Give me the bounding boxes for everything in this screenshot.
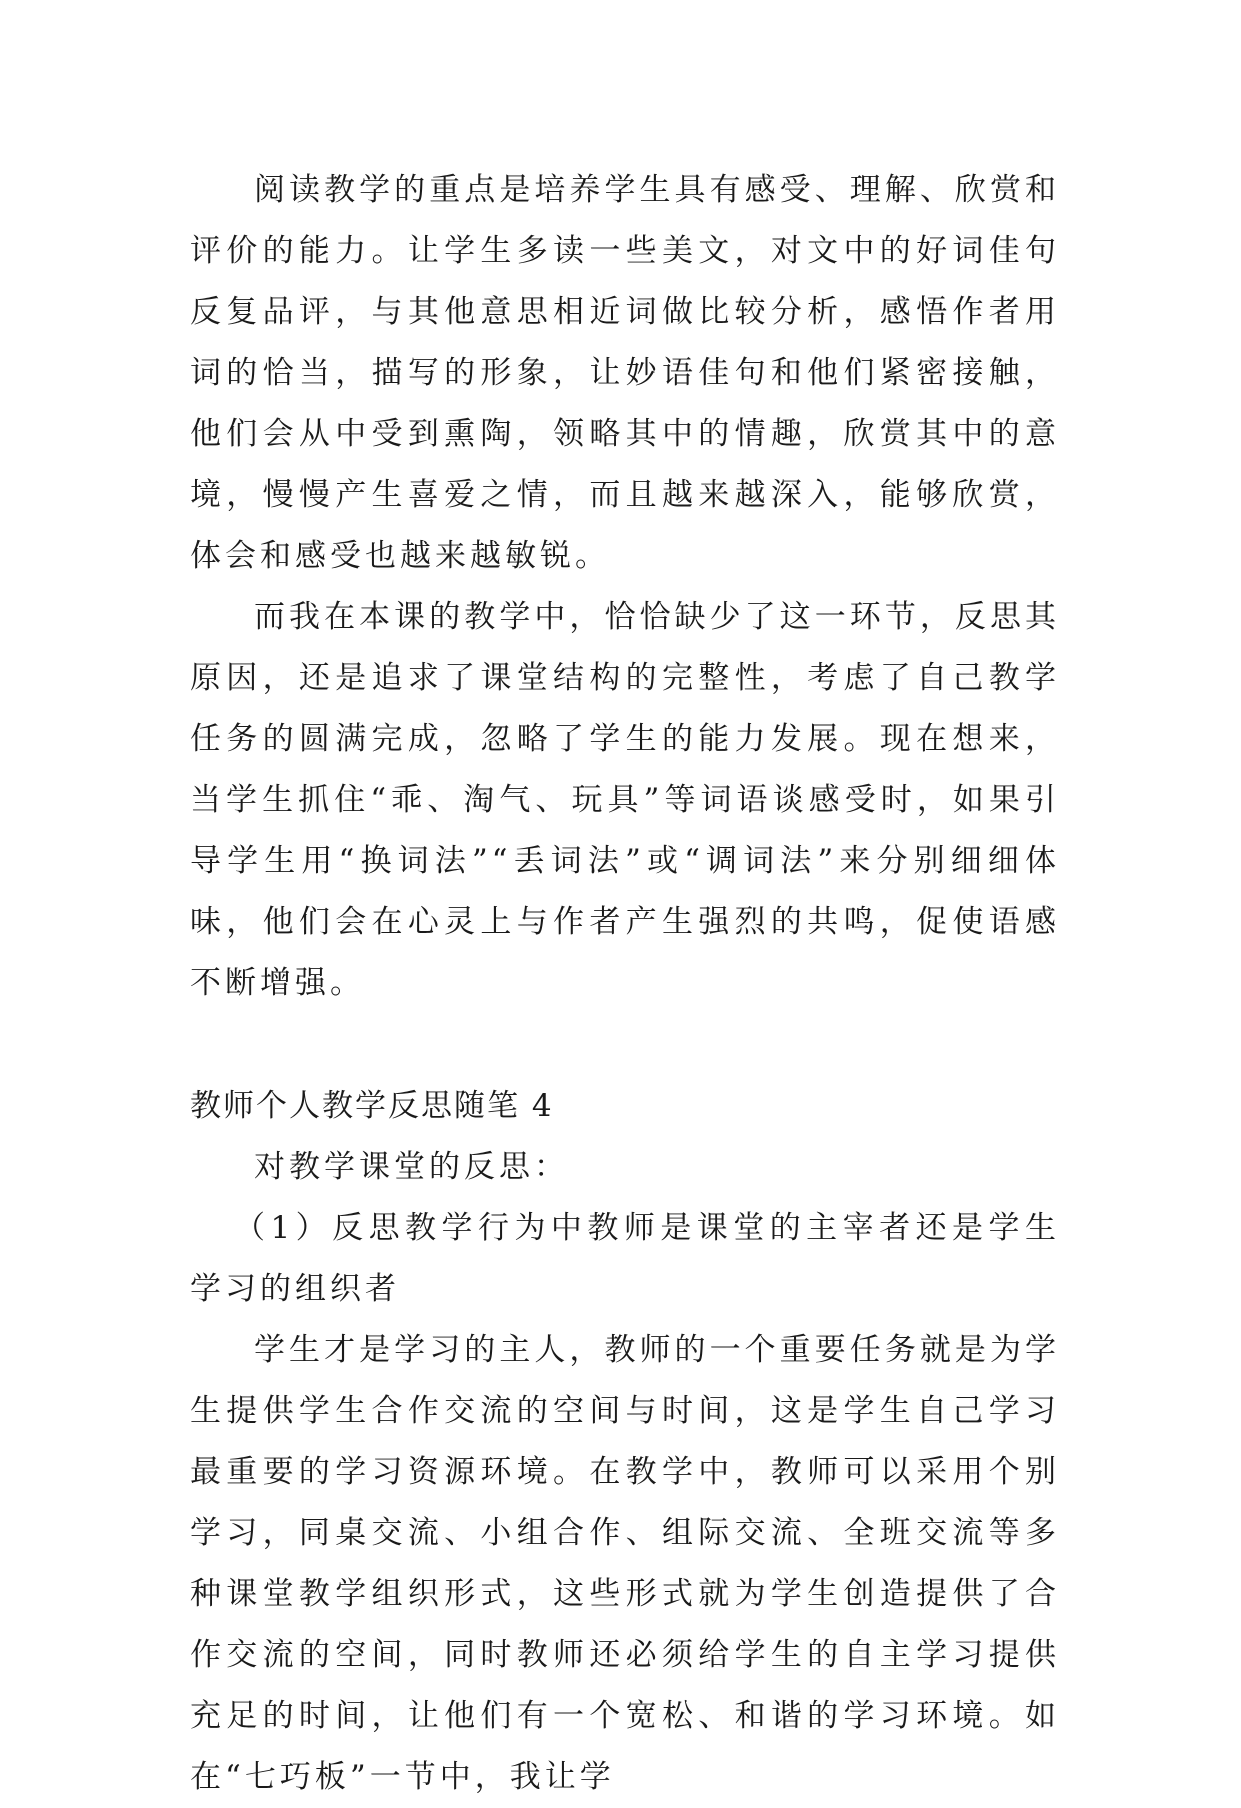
subheading: （1）反思教学行为中教师是课堂的主宰者还是学生学习的组织者 [190, 1210, 1060, 1307]
document-body [190, 160, 1060, 1808]
section-title: 教师个人教学反思随笔 4 [190, 1088, 554, 1124]
section-intro: 对教学课堂的反思： [254, 1149, 569, 1185]
paragraph-reading-teaching: 阅读教学的重点是培养学生具有感受、理解、欣赏和评价的能力。让学生多读一些美文，对文中的好词佳句反复品评，与其他意思相近词做比较分析，感悟作者用词的恰当，描写的形象，让妙语佳句和他们紧密接触，他们会从中受到熏陶，领略其中的情趣，欣赏其中的意境，慢慢产生喜爱之情，而且越来越深入，能够欣赏，体会和感受也越来越敏锐。 [190, 172, 1060, 574]
paragraph-student-learning: 学生才是学习的主人，教师的一个重要任务就是为学生提供学生合作交流的空间与时间，这是学生自己学习最重要的学习资源环境。在教学中，教师可以采用个别学习，同桌交流、小组合作、组际交流、全班交流等多种课堂教学组织形式，这些形式就为学生创造提供了合作交流的空间，同时教师还必须给学生的自主学习提供充足的时间，让他们有一个宽松、和谐的学习环境。如在“七巧板”一节中，我让学 [190, 1332, 1060, 1795]
paragraph-reflection: 而我在本课的教学中，恰恰缺少了这一环节，反思其原因，还是追求了课堂结构的完整性，考虑了自己教学任务的圆满完成，忽略了学生的能力发展。现在想来，当学生抓住“乖、淘气、玩具”等词语谈感受时，如果引导学生用“换词法”“丢词法”或“调词法”来分别细细体味，他们会在心灵上与作者产生强烈的共鸣，促使语感不断增强。 [190, 599, 1060, 1001]
